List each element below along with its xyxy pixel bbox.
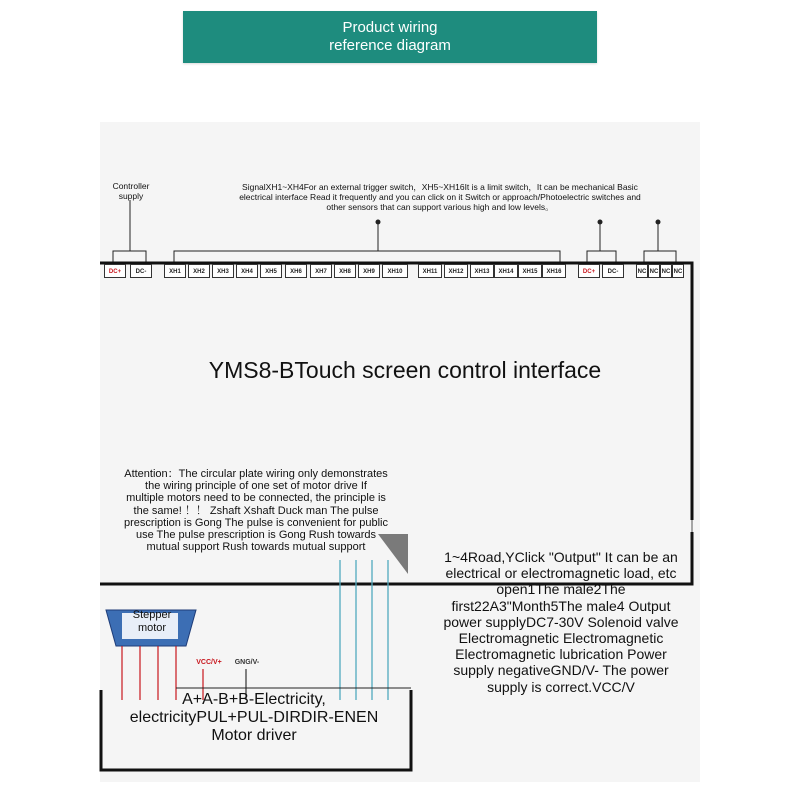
terminal-xh2: XH2 bbox=[188, 264, 210, 278]
header-line-1: Product wiring bbox=[342, 19, 438, 36]
attention-line: use The pulse prescription is Gong Rush towards bbox=[135, 529, 377, 542]
driver-vcc-terminal: VCC/V+ bbox=[196, 659, 222, 666]
terminal-xh9: XH9 bbox=[358, 264, 380, 278]
terminal-nc-4: NC bbox=[672, 264, 684, 278]
signal-note-line-1: SignalXH1~XH4For an external trigger switch，XH5~XH16It is a limit switch，It can be mechanical Basic bbox=[242, 182, 638, 192]
output-line: Electromagnetic lubrication Power bbox=[455, 646, 667, 663]
terminal-nc-1: NC bbox=[636, 264, 648, 278]
attention-line: the same! ！！ Zshaft Xshaft Duck man The pulse bbox=[133, 504, 379, 517]
terminal-dc-plus-right: DC+ bbox=[578, 264, 600, 278]
terminal-dc-minus-right: DC- bbox=[602, 264, 624, 278]
driver-note-line-2: electricityPUL+PUL-DIRDIR-ENEN bbox=[129, 709, 379, 726]
motor-driver-note bbox=[118, 691, 390, 745]
attention-line: Attention：The circular plate wiring only demonstrates bbox=[124, 468, 388, 480]
terminal-xh6: XH6 bbox=[285, 264, 307, 278]
signal-note-line-2: electrical interface Read it frequently and you can click on it Switch or approach/Photoelectric switches and bbox=[239, 192, 641, 202]
attention-line: mutual support Rush towards mutual support bbox=[146, 541, 366, 554]
terminal-xh7: XH7 bbox=[310, 264, 332, 278]
main-title: YMS8-BTouch screen control interface bbox=[208, 357, 602, 383]
terminal-nc-3: NC bbox=[660, 264, 672, 278]
terminal-xh5: XH5 bbox=[260, 264, 282, 278]
header-line-2: reference diagram bbox=[329, 37, 451, 54]
signal-note-line-3: other sensors that can support various high and low levels。 bbox=[326, 202, 554, 212]
terminal-xh11: XH11 bbox=[418, 264, 442, 278]
terminal-dc-minus-left: DC- bbox=[130, 264, 152, 278]
attention-note bbox=[106, 468, 406, 553]
output-line: electrical or electromagnetic load, etc bbox=[445, 565, 677, 582]
attention-line: the wiring principle of one set of motor drive If bbox=[145, 480, 367, 493]
terminal-xh13: XH13 bbox=[470, 264, 494, 278]
terminal-xh4: XH4 bbox=[236, 264, 258, 278]
signal-note bbox=[200, 182, 680, 212]
terminal-xh15: XH15 bbox=[518, 264, 542, 278]
output-line: Electromagnetic Electromagnetic bbox=[458, 630, 664, 647]
attention-line: multiple motors need to be connected, the principle is bbox=[126, 492, 386, 505]
controller-supply-label: Controller supply bbox=[112, 181, 150, 201]
terminal-xh8: XH8 bbox=[334, 264, 356, 278]
output-note bbox=[428, 549, 694, 695]
driver-gng-terminal: GNG/V- bbox=[234, 659, 260, 666]
terminal-xh1: XH1 bbox=[164, 264, 186, 278]
attention-line: prescription is Gong The pulse is convenient for public bbox=[124, 516, 388, 529]
driver-note-line-3: Motor driver bbox=[211, 727, 297, 744]
output-line: supply negativeGND/V- The power bbox=[453, 662, 669, 679]
terminal-nc-2: NC bbox=[648, 264, 660, 278]
output-line: power supplyDC7-30V Solenoid valve bbox=[443, 613, 679, 630]
stepper-motor-label: Stepper motor bbox=[132, 609, 172, 634]
terminal-xh14: XH14 bbox=[494, 264, 518, 278]
output-line: first22A3"Month5The male4 Output bbox=[451, 597, 671, 614]
output-line: supply is correct.VCC/V bbox=[487, 678, 635, 695]
output-line: 1~4Road,YClick "Output" It can be an bbox=[444, 549, 678, 565]
terminal-xh12: XH12 bbox=[444, 264, 468, 278]
output-line: open1The male2The bbox=[496, 581, 626, 598]
driver-note-line-1: A+A-B+B-Electricity, bbox=[182, 691, 326, 708]
terminal-xh10: XH10 bbox=[382, 264, 408, 278]
terminal-xh3: XH3 bbox=[212, 264, 234, 278]
terminal-dc-plus-left: DC+ bbox=[104, 264, 126, 278]
terminal-xh16: XH16 bbox=[542, 264, 566, 278]
